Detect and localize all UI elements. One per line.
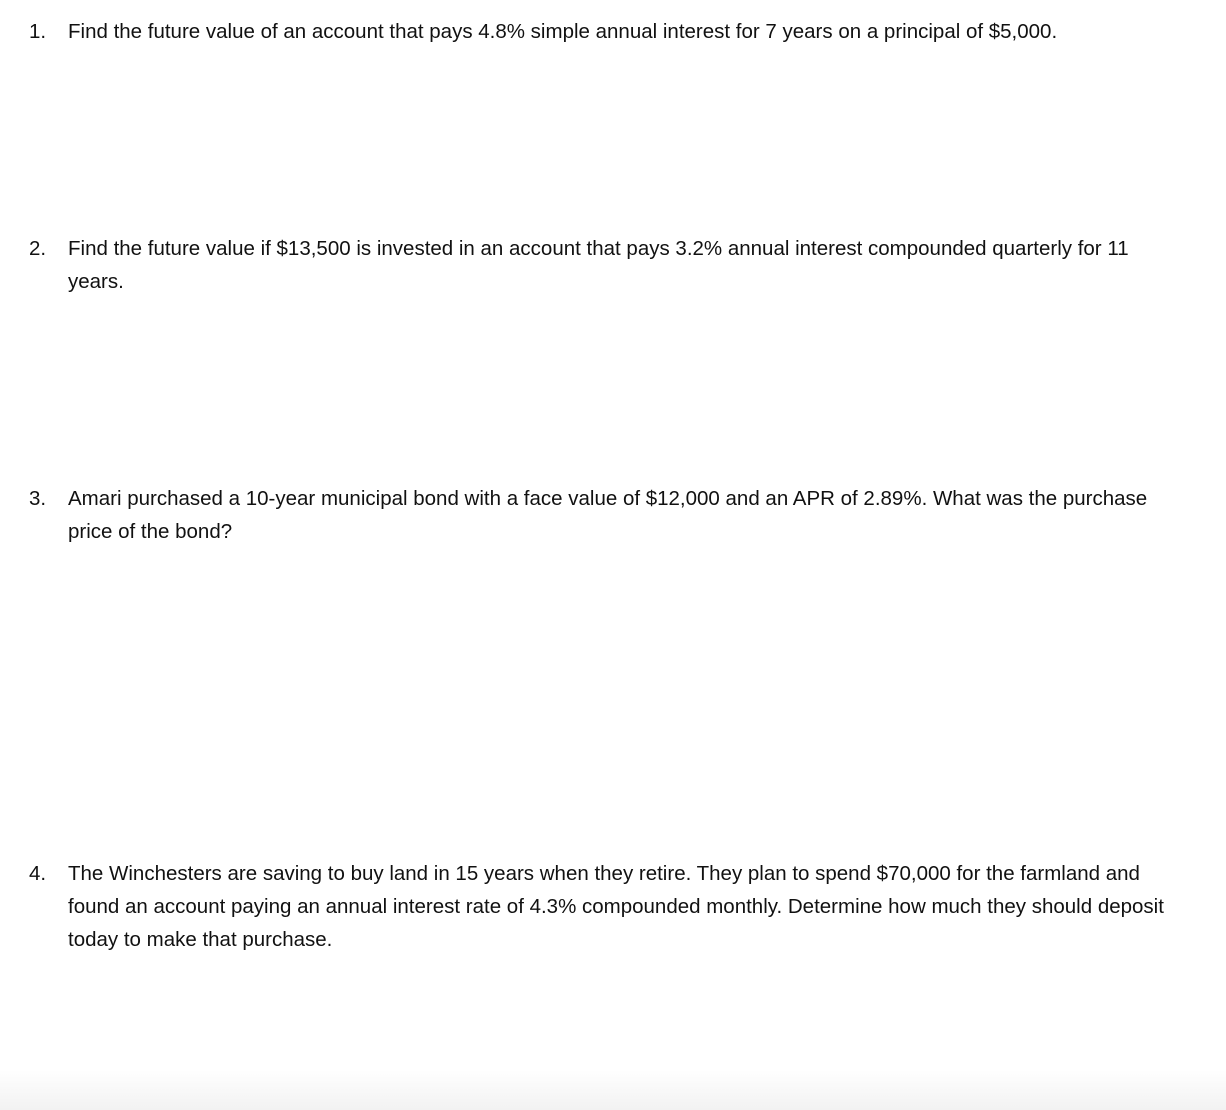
page-bottom-shadow — [0, 1070, 1226, 1110]
problem-number: 1. — [29, 20, 47, 43]
problem-number: 2. — [29, 237, 47, 260]
problem-text: Find the future value if $13,500 is invested in an account that pays 3.2% annual interest compounded quarterly for 11 years. — [68, 237, 1129, 293]
problem-number: 4. — [29, 862, 47, 885]
problem-text: Find the future value of an account that pays 4.8% simple annual interest for 7 years on a principal of $5,000. — [68, 20, 1058, 43]
problem-number: 3. — [29, 487, 47, 510]
problem-text: Amari purchased a 10-year municipal bond with a face value of $12,000 and an APR of 2.89%. What was the purchase price of the bond? — [68, 487, 1148, 543]
problem-text: The Winchesters are saving to buy land in 15 years when they retire. They plan to spend $70,000 for the farmland and found an account paying an annual interest rate of 4.3% compounded monthly. Determine how much they should deposit today to make that purchase. — [68, 862, 1164, 951]
